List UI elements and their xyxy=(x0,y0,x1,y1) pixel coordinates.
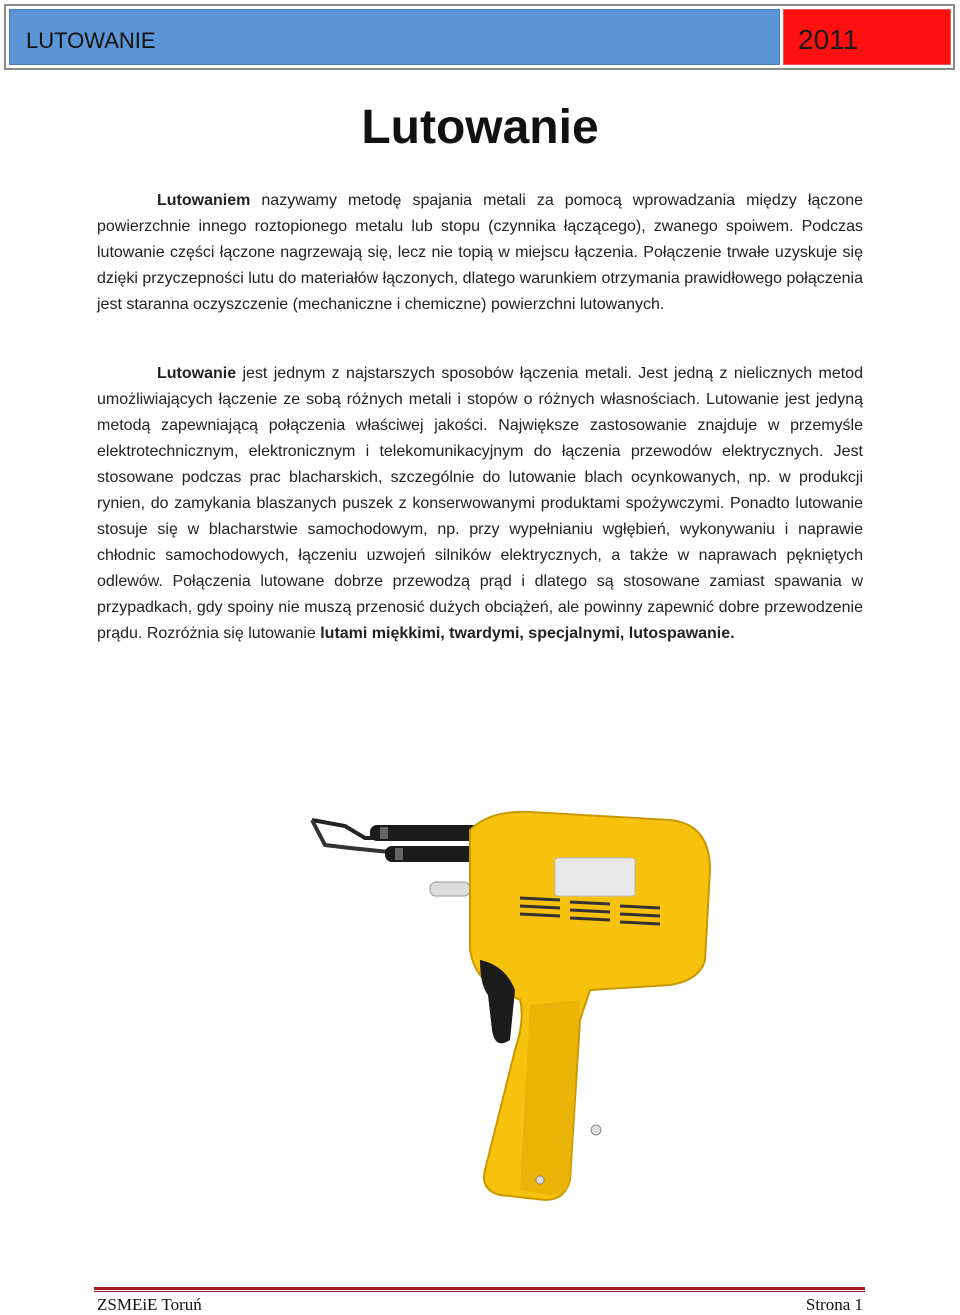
paragraph-2-lead: Lutowanie xyxy=(157,365,237,382)
footer-school: ZSMEiE Toruń xyxy=(97,1295,202,1314)
header-year: 2011 xyxy=(798,24,859,55)
paragraph-2-tail: lutami miękkimi, twardymi, specjalnymi, lutospawanie. xyxy=(320,625,735,642)
header-year-bar xyxy=(783,9,951,65)
soldering-gun-icon xyxy=(230,790,730,1220)
soldering-gun-image xyxy=(230,790,730,1220)
paragraph-1-text: nazywamy metodę spajania metali za pomocą wprowadzania między łączone powierzchnie innego roztopionego metalu lub stopu (czynnika łączącego), zwanego spoiwem. Podczas lutowanie części łączone nagrzewają się, lecz nie topią w miejscu łączenia. Połączenie trwałe uzyskuje się dzięki przyczepności lutu do materiałów łączonych, dlatego warunkiem otrzymania prawidłowego połączenia jest staranna oczyszczenie (mechaniczne i chemiczne) powierzchni lutowanych. xyxy=(97,192,863,313)
paragraph-2 xyxy=(97,361,863,647)
page-header xyxy=(4,4,955,70)
header-title-bar xyxy=(9,9,780,65)
footer-rule-thin xyxy=(94,1291,865,1292)
paragraph-1 xyxy=(97,188,863,318)
paragraph-1-lead: Lutowaniem xyxy=(157,192,251,209)
footer-rule xyxy=(94,1287,865,1290)
page-title: Lutowanie xyxy=(361,101,599,154)
header-title: LUTOWANIE xyxy=(26,28,156,53)
paragraph-2-text: jest jednym z najstarszych sposobów łączenia metali. Jest jedną z nielicznych metod umożliwiających łączenie ze sobą różnych metali i stopów o różnych własnościach. Lutowanie jest jedyną metodą zapewniającą połączenia właściwej jakości. Największe zastosowanie znajduje w przemyśle elektrotechnicznym, elektronicznym i telekomunikacyjnym do łączenia przewodów elektrycznych. Jest stosowane podczas prac blacharskich, szczególnie do lutowanie blach ocynkowanych, np. w produkcji rynien, do zamykania blaszanych puszek z konserwowanymi produktami spożywczymi. Ponadto lutowanie stosuje się w blacharstwie samochodowym, np. przy wypełnianiu wgłębień, wykonywaniu i naprawie chłodnic samochodowych, łączeniu uzwojeń silników elektrycznych, a także w naprawach pękniętych odlewów. Połączenia lutowane dobrze przewodzą prąd i dlatego są stosowane zamiast spawania w przypadkach, gdy spoiny nie muszą przenosić dużych obciążeń, ale powinny zapewnić dobre przewodzenie prądu. Rozróżnia się lutowanie xyxy=(97,365,863,642)
footer-page-number: Strona 1 xyxy=(805,1295,863,1314)
